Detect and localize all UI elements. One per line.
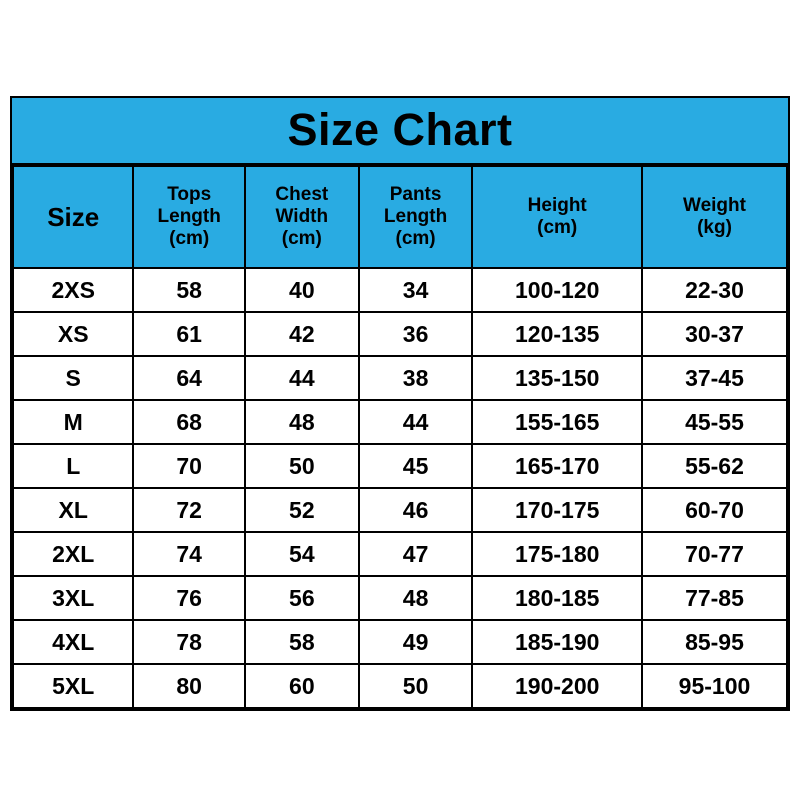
cell-weight: 77-85 — [642, 576, 787, 620]
cell-tops-length: 68 — [133, 400, 245, 444]
cell-weight: 60-70 — [642, 488, 787, 532]
cell-height: 185-190 — [472, 620, 642, 664]
column-header-height — [472, 166, 642, 268]
cell-pants-length: 48 — [359, 576, 473, 620]
cell-tops-length: 64 — [133, 356, 245, 400]
cell-weight: 30-37 — [642, 312, 787, 356]
cell-pants-length: 34 — [359, 268, 473, 312]
cell-pants-length: 38 — [359, 356, 473, 400]
cell-weight: 95-100 — [642, 664, 787, 708]
table-row — [13, 400, 787, 444]
cell-pants-length: 50 — [359, 664, 473, 708]
cell-weight: 22-30 — [642, 268, 787, 312]
cell-height: 100-120 — [472, 268, 642, 312]
column-header-size — [13, 166, 133, 268]
table-body — [13, 268, 787, 708]
header-line: Height — [527, 194, 587, 216]
table-row — [13, 268, 787, 312]
table-row — [13, 488, 787, 532]
cell-weight: 37-45 — [642, 356, 787, 400]
cell-height: 155-165 — [472, 400, 642, 444]
cell-size: S — [13, 356, 133, 400]
cell-height: 190-200 — [472, 664, 642, 708]
table-row — [13, 620, 787, 664]
cell-height: 180-185 — [472, 576, 642, 620]
cell-weight: 70-77 — [642, 532, 787, 576]
cell-height: 120-135 — [472, 312, 642, 356]
table-row — [13, 576, 787, 620]
cell-pants-length: 47 — [359, 532, 473, 576]
cell-weight: 85-95 — [642, 620, 787, 664]
header-line: Width — [275, 206, 329, 228]
cell-size: XL — [13, 488, 133, 532]
header-line: (cm) — [281, 228, 322, 250]
header-line: (kg) — [697, 217, 732, 239]
cell-size: 4XL — [13, 620, 133, 664]
page-title: Size Chart — [287, 104, 513, 155]
cell-height: 135-150 — [472, 356, 642, 400]
cell-chest-width: 60 — [245, 664, 359, 708]
cell-tops-length: 61 — [133, 312, 245, 356]
column-header-weight — [642, 166, 787, 268]
cell-weight: 45-55 — [642, 400, 787, 444]
table-header — [13, 166, 787, 268]
cell-pants-length: 44 — [359, 400, 473, 444]
size-chart-container — [10, 96, 790, 711]
cell-chest-width: 48 — [245, 400, 359, 444]
cell-tops-length: 58 — [133, 268, 245, 312]
cell-chest-width: 40 — [245, 268, 359, 312]
cell-pants-length: 49 — [359, 620, 473, 664]
header-line: (cm) — [169, 228, 210, 250]
header-line: Length — [157, 206, 221, 228]
cell-chest-width: 52 — [245, 488, 359, 532]
column-header-chest-width — [245, 166, 359, 268]
size-chart-table — [12, 165, 788, 709]
cell-height: 170-175 — [472, 488, 642, 532]
cell-size: 2XS — [13, 268, 133, 312]
header-line: Pants — [389, 183, 442, 205]
cell-chest-width: 54 — [245, 532, 359, 576]
cell-pants-length: 36 — [359, 312, 473, 356]
cell-size: 5XL — [13, 664, 133, 708]
cell-height: 165-170 — [472, 444, 642, 488]
header-line: (cm) — [395, 228, 436, 250]
cell-chest-width: 44 — [245, 356, 359, 400]
header-line: Chest — [275, 183, 329, 205]
cell-chest-width: 50 — [245, 444, 359, 488]
table-row — [13, 444, 787, 488]
cell-pants-length: 45 — [359, 444, 473, 488]
header-line: Tops — [167, 183, 212, 205]
cell-tops-length: 72 — [133, 488, 245, 532]
header-line: Weight — [682, 194, 746, 216]
column-header-pants-length — [359, 166, 473, 268]
header-row — [13, 166, 787, 268]
cell-size: 3XL — [13, 576, 133, 620]
cell-chest-width: 58 — [245, 620, 359, 664]
cell-tops-length: 74 — [133, 532, 245, 576]
cell-size: M — [13, 400, 133, 444]
column-header-tops-length — [133, 166, 245, 268]
cell-height: 175-180 — [472, 532, 642, 576]
cell-chest-width: 56 — [245, 576, 359, 620]
cell-tops-length: 76 — [133, 576, 245, 620]
table-row — [13, 356, 787, 400]
cell-tops-length: 80 — [133, 664, 245, 708]
chart-title-bar — [12, 98, 788, 165]
table-row — [13, 312, 787, 356]
cell-size: XS — [13, 312, 133, 356]
cell-pants-length: 46 — [359, 488, 473, 532]
cell-tops-length: 70 — [133, 444, 245, 488]
cell-chest-width: 42 — [245, 312, 359, 356]
table-row — [13, 532, 787, 576]
header-line: (cm) — [537, 217, 578, 239]
cell-tops-length: 78 — [133, 620, 245, 664]
header-line: Length — [383, 206, 448, 228]
cell-size: 2XL — [13, 532, 133, 576]
header-line: Size — [47, 201, 100, 232]
table-row — [13, 664, 787, 708]
cell-weight: 55-62 — [642, 444, 787, 488]
cell-size: L — [13, 444, 133, 488]
